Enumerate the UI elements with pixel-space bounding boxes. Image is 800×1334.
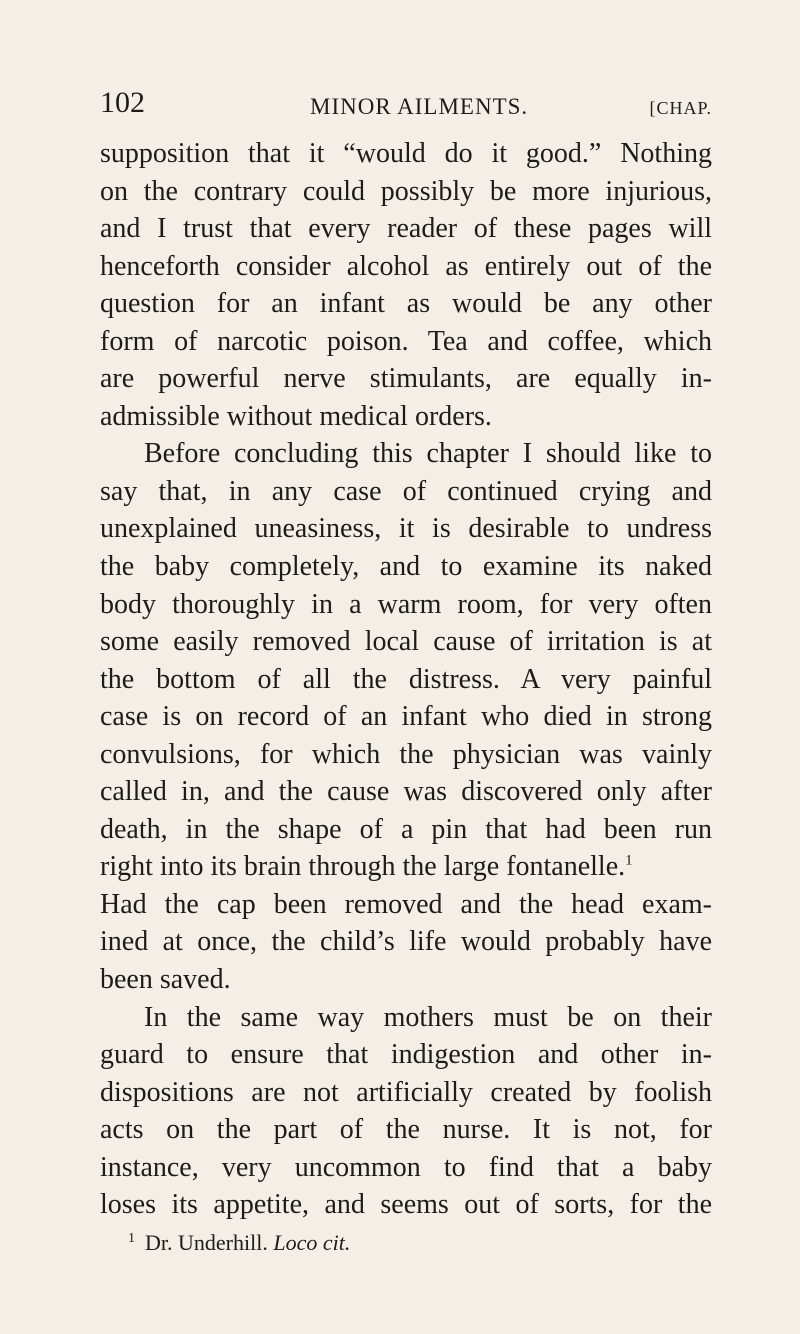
text-line: the baby completely, and to examine its naked bbox=[100, 551, 712, 583]
text-line: ined at once, the child’s life would probably have bbox=[100, 926, 712, 958]
text-line: body thoroughly in a warm room, for very often bbox=[100, 588, 712, 620]
text-line: acts on the part of the nurse. It is not, for bbox=[100, 1114, 712, 1146]
chapter-mark bbox=[649, 94, 712, 120]
text-line: form of narcotic poison. Tea and coffee, which bbox=[100, 325, 712, 357]
text-line: unexplained uneasiness, it is desirable to undress bbox=[100, 513, 712, 545]
text-line: are powerful nerve stimulants, are equally in- bbox=[100, 363, 712, 395]
footnote bbox=[128, 1230, 350, 1256]
paragraph-start-line: In the same way mothers must be on their bbox=[144, 1001, 712, 1033]
running-head bbox=[100, 86, 712, 126]
text-line: Had the cap been removed and the head exam- bbox=[100, 888, 712, 920]
text-line: dispositions are not artificially created by foolish bbox=[100, 1076, 712, 1108]
text-line: death, in the shape of a pin that had been run bbox=[100, 813, 712, 845]
paragraph-start-line: Before concluding this chapter I should like to bbox=[144, 438, 712, 470]
running-title: MINOR AILMENTS. bbox=[310, 94, 529, 119]
text-line: convulsions, for which the physician was vainly bbox=[100, 738, 712, 770]
text-line: guard to ensure that indigestion and other in- bbox=[100, 1039, 712, 1071]
footnote-mark: 1 bbox=[128, 1230, 135, 1246]
text-line: some easily removed local cause of irritation is at bbox=[100, 626, 712, 658]
text-line-with-footnote bbox=[100, 848, 712, 886]
footnote-reference: 1 bbox=[625, 853, 633, 870]
text-line: called in, and the cause was discovered only after bbox=[100, 776, 712, 808]
text-line: say that, in any case of continued crying and bbox=[100, 475, 712, 507]
text-line: supposition that it “would do it good.” Nothing bbox=[100, 138, 712, 169]
text-line: henceforth consider alcohol as entirely out of the bbox=[100, 250, 712, 282]
text-line: loses its appetite, and seems out of sorts, for the bbox=[100, 1189, 712, 1221]
text-line: instance, very uncommon to find that a baby bbox=[100, 1151, 712, 1183]
chapter-mark-text: [CHAP. bbox=[649, 98, 712, 118]
text-line: on the contrary could possibly be more injurious, bbox=[100, 175, 712, 207]
text-line: and I trust that every reader of these pages will bbox=[100, 213, 712, 245]
text-line: admissible without medical orders. bbox=[100, 400, 492, 432]
footnote-citation: Loco cit. bbox=[273, 1230, 351, 1255]
text-line: case is on record of an infant who died in strong bbox=[100, 701, 712, 733]
text-line-content: right into its brain through the large fontanelle. bbox=[100, 851, 626, 883]
footnote-text: Dr. Underhill. bbox=[145, 1230, 268, 1255]
body-text bbox=[100, 135, 712, 1224]
text-line: question for an infant as would be any other bbox=[100, 288, 712, 320]
text-line: the bottom of all the distress. A very painful bbox=[100, 663, 712, 695]
text-line: been saved. bbox=[100, 964, 231, 996]
page-number: 102 bbox=[100, 86, 145, 119]
